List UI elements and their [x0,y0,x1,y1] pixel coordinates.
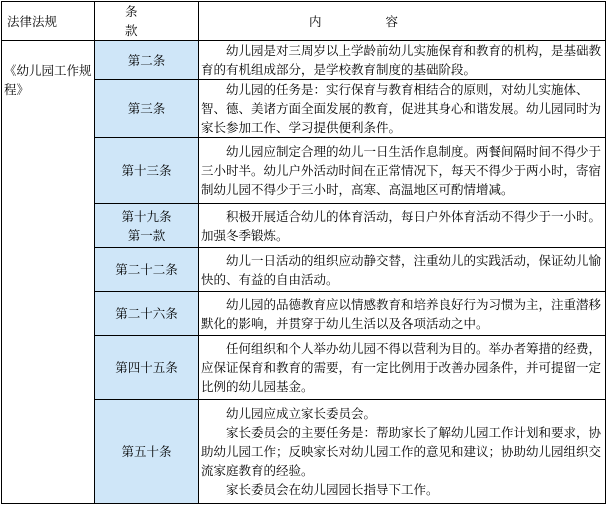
content-cell [199,292,606,336]
article-clause-label: 第一款 [127,227,166,243]
article-label: 第十九条 [121,208,172,224]
header-content: 内 容 [199,2,606,41]
article-label: 第五十条 [121,444,172,459]
header-law: 法律法规 [2,2,95,41]
article-cell [95,400,199,504]
content-cell [199,400,606,504]
article-cell [95,204,199,248]
content-paragraph: 幼儿园的任务是：实行保育与教育相结合的原则，对幼儿实施体、智、德、美诸方面全面发展的教育，促进其身心和谐发展。幼儿园同时为家长参加工作、学习提供便利条件。 [201,82,602,135]
article-label: 第二十六条 [115,306,178,321]
header-row [2,2,606,41]
content-cell [199,80,606,138]
article-cell [95,80,199,138]
regulation-table [1,1,606,504]
content-paragraph: 家长委员会的主要任务是：帮助家长了解幼儿园工作计划和要求，协助幼儿园工作；反映家长对幼儿园工作的意见和建议；协助幼儿园组织交流家庭教育的经验。 [201,425,602,478]
header-article: 条 款 [95,2,199,41]
content-cell [199,41,606,80]
content-paragraph: 幼儿一日活动的组织应动静交替，注重幼儿的实践活动，保证幼儿愉快的、有益的自由活动。 [201,252,602,287]
content-paragraph: 任何组织和个人举办幼儿园不得以营利为目的。举办者筹措的经费，应保证保育和教育的需要，有一定比例用于改善办园条件，并可提留一定比例的幼儿园基金。 [201,341,602,394]
law-name-cell: 《幼儿园工作规程》 [2,41,95,504]
article-label: 第二十二条 [115,262,178,277]
content-paragraph: 幼儿园应成立家长委员会。 [226,406,377,421]
article-label: 第三条 [127,101,166,116]
content-cell [199,248,606,292]
article-cell [95,292,199,336]
content-cell [199,138,606,204]
article-label: 第四十五条 [115,360,178,375]
article-label: 第二条 [127,52,166,68]
article-cell [95,41,199,80]
article-label: 第十三条 [121,163,172,178]
content-paragraph: 幼儿园的品德教育应以情感教育和培养良好行为习惯为主，注重潜移默化的影响，并贯穿于幼儿生活以及各项活动之中。 [201,296,602,331]
article-cell [95,248,199,292]
content-cell [199,336,606,400]
table-row [2,41,606,80]
content-paragraph: 幼儿园是对三周岁以上学龄前幼儿实施保育和教育的机构，是基础教育的有机组成部分，是学校教育制度的基础阶段。 [201,43,602,77]
content-cell [199,204,606,248]
content-paragraph: 幼儿园应制定合理的幼儿一日生活作息制度。两餐间隔时间不得少于三小时半。幼儿户外活动时间在正常情况下，每天不得少于两小时，寄宿制幼儿园不得少于三小时，高寒、高温地区可酌情增减。 [201,144,602,197]
article-cell [95,138,199,204]
content-paragraph: 家长委员会在幼儿园园长指导下工作。 [226,482,439,497]
content-paragraph: 积极开展适合幼儿的体育活动，每日户外体育活动不得少于一小时。加强冬季锻炼。 [201,208,602,243]
article-cell [95,336,199,400]
